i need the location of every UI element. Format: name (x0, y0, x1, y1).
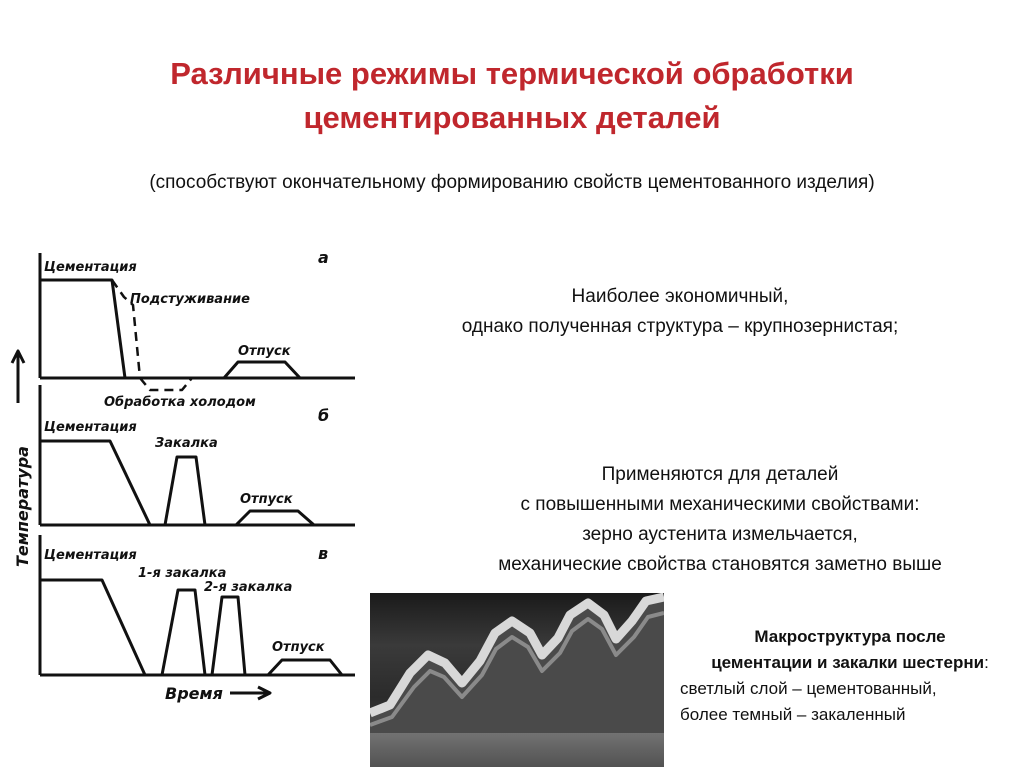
curve-b-tempering (236, 511, 314, 525)
x-axis-label: Время (165, 684, 223, 703)
label-c-cementation: Цементация (44, 548, 137, 563)
label-a-cementation: Цементация (44, 260, 137, 275)
macro-line-3: светлый слой – цементованный, (680, 679, 937, 698)
label-a-subcooling: Подстуживание (130, 292, 250, 307)
macro-title-line-2 (680, 650, 1020, 676)
panel-b-letter: б (318, 406, 330, 425)
curve-c-tempering (268, 660, 342, 675)
page-title (0, 52, 1024, 140)
description-a-line-1: Наиболее экономичный, (571, 286, 789, 307)
description-b (430, 460, 1010, 580)
label-a-tempering: Отпуск (238, 344, 291, 359)
description-b-line-2: с повышенными механическими свойствами: (520, 494, 920, 515)
description-a (400, 282, 960, 342)
macro-title-line-2-text: цементации и закалки шестерни (711, 653, 985, 672)
description-a-line-2: однако полученная структура – крупнозернистая; (461, 316, 899, 337)
description-b-line-1: Применяются для деталей (601, 464, 839, 485)
curve-a-cold (140, 378, 192, 390)
title-line-1: Различные режимы термической обработки (170, 56, 854, 91)
curve-b-quench (165, 457, 205, 525)
curve-c-quench1 (162, 590, 205, 675)
panel-c-letter: в (318, 544, 329, 563)
macro-line-4: более темный – закаленный (680, 705, 906, 724)
heat-treatment-diagram (0, 235, 370, 715)
macro-title-line-1: Макроструктура после (754, 627, 946, 646)
label-b-cementation: Цементация (44, 420, 137, 435)
curve-c-main (40, 580, 145, 675)
macro-title-colon: : (984, 653, 989, 672)
macro-description (680, 624, 1020, 728)
description-b-line-4: механические свойства становятся заметно выше (498, 554, 942, 575)
description-b-line-3: зерно аустенита измельчается, (582, 524, 858, 545)
label-b-quenching: Закалка (155, 436, 218, 451)
panel-a-letter: а (318, 248, 329, 267)
curve-a-main (40, 280, 125, 378)
curve-b-main (40, 441, 150, 525)
label-c-quench2: 2-я закалка (204, 580, 293, 595)
gear-macrostructure-photo (370, 593, 664, 767)
curve-c-quench2 (212, 597, 245, 675)
page-subtitle: (способствуют окончательному формированию свойств цементованного изделия) (149, 172, 875, 193)
curve-a-tempering (224, 362, 300, 378)
label-c-tempering: Отпуск (272, 640, 325, 655)
label-b-tempering: Отпуск (240, 492, 293, 507)
title-line-2: цементированных деталей (303, 100, 721, 135)
label-a-cold: Обработка холодом (104, 395, 256, 410)
y-axis-label: Температура (13, 446, 32, 567)
label-c-quench1: 1-я закалка (138, 566, 227, 581)
